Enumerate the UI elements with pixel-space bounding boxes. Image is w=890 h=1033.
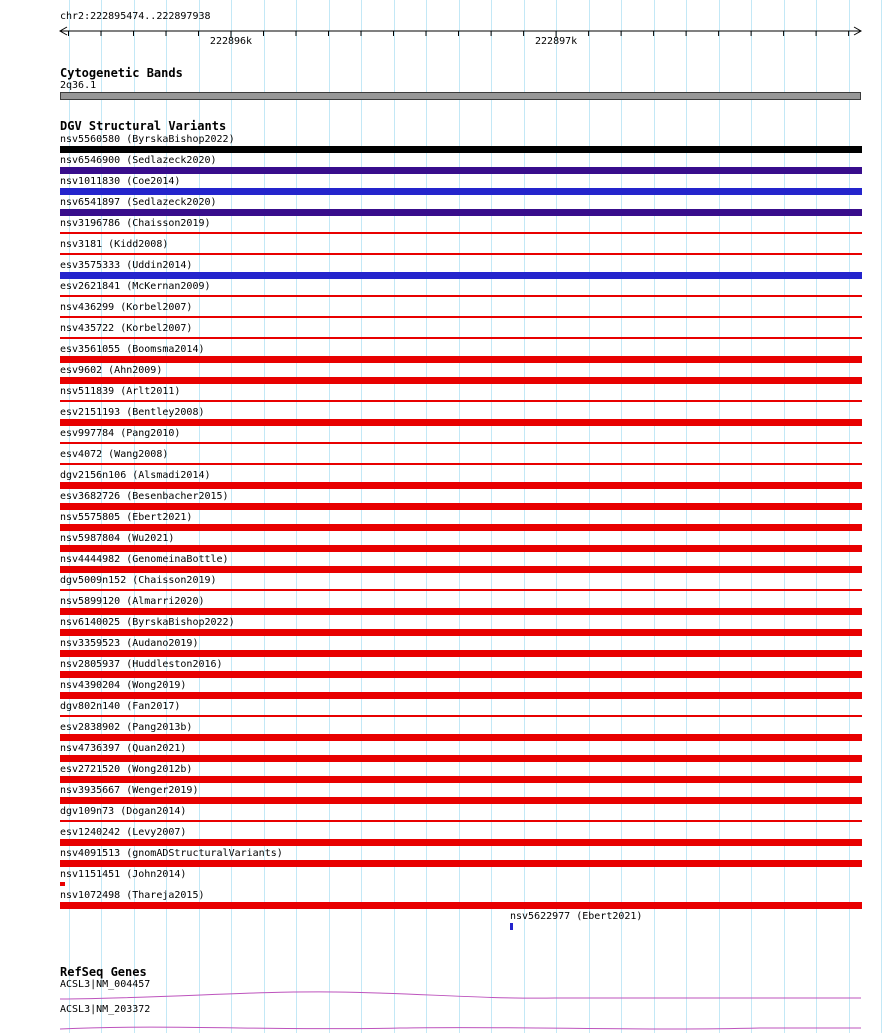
variant-glyph[interactable]	[60, 209, 862, 216]
gene-model-curve[interactable]	[60, 1027, 861, 1029]
gridline	[784, 0, 785, 1033]
gridline	[849, 0, 850, 1033]
variant-glyph[interactable]	[60, 882, 65, 886]
gridline	[816, 0, 817, 1033]
variant-glyph[interactable]	[60, 608, 862, 615]
variant-label: esv2838902 (Pang2013b)	[60, 722, 193, 733]
gridline	[394, 0, 395, 1033]
cytoband-label: 2q36.1	[60, 80, 97, 91]
variant-label: nsv436299 (Korbel2007)	[60, 302, 193, 313]
variant-label: nsv6541897 (Sedlazeck2020)	[60, 197, 217, 208]
gridline	[426, 0, 427, 1033]
variant-label: nsv5560580 (ByrskaBishop2022)	[60, 134, 235, 145]
variant-glyph[interactable]	[60, 715, 862, 717]
variant-label: nsv4736397 (Quan2021)	[60, 743, 187, 754]
variant-label: esv1240242 (Levy2007)	[60, 827, 187, 838]
variant-glyph[interactable]	[60, 524, 862, 531]
gridline	[524, 0, 525, 1033]
cytoband-bar[interactable]	[60, 92, 861, 100]
variant-glyph[interactable]	[60, 650, 862, 657]
variant-label: dgv2156n106 (Alsmadi2014)	[60, 470, 211, 481]
variant-label: nsv3196786 (Chaisson2019)	[60, 218, 211, 229]
variant-label: nsv4091513 (gnomADStructuralVariants)	[60, 848, 283, 859]
region-title: chr2:222895474..222897938	[60, 11, 211, 22]
variant-glyph[interactable]	[60, 419, 862, 426]
gridline	[751, 0, 752, 1033]
variant-label: esv3575333 (Uddin2014)	[60, 260, 193, 271]
variant-label: nsv5622977 (Ebert2021)	[510, 911, 643, 922]
variant-label: nsv1011830 (Coe2014)	[60, 176, 181, 187]
variant-glyph[interactable]	[60, 839, 862, 846]
gridline	[686, 0, 687, 1033]
track-title-refseq-genes: RefSeq Genes	[60, 965, 147, 979]
track-title-dgv-structural-variants: DGV Structural Variants	[60, 119, 227, 133]
gridline	[621, 0, 622, 1033]
gridline	[361, 0, 362, 1033]
variant-glyph[interactable]	[60, 377, 862, 384]
variant-glyph[interactable]	[60, 589, 862, 591]
variant-glyph[interactable]	[60, 167, 862, 174]
variant-label: esv3682726 (Besenbacher2015)	[60, 491, 229, 502]
variant-label: esv3561055 (Boomsma2014)	[60, 344, 205, 355]
variant-label: esv9602 (Ahn2009)	[60, 365, 163, 376]
ruler-tick-label: 222896k	[209, 36, 253, 47]
track-title-cytogenetic-bands: Cytogenetic Bands	[60, 66, 183, 80]
variant-glyph[interactable]	[60, 442, 862, 444]
variant-glyph[interactable]	[60, 295, 862, 297]
variant-glyph[interactable]	[60, 356, 862, 363]
gene-label-acsl3-nm004457: ACSL3|NM_004457	[60, 979, 151, 990]
gridline	[296, 0, 297, 1033]
variant-label: esv2721520 (Wong2012b)	[60, 764, 193, 775]
variant-label: nsv3935667 (Wenger2019)	[60, 785, 199, 796]
variant-glyph[interactable]	[60, 503, 862, 510]
variant-label: dgv109n73 (Dogan2014)	[60, 806, 187, 817]
variant-label: nsv5987804 (Wu2021)	[60, 533, 175, 544]
variant-label: nsv511839 (Arlt2011)	[60, 386, 181, 397]
gridline	[719, 0, 720, 1033]
gridline	[556, 0, 557, 1033]
variant-glyph[interactable]	[60, 692, 862, 699]
variant-glyph[interactable]	[60, 463, 862, 465]
variant-glyph[interactable]	[60, 146, 862, 153]
ruler-tick-label: 222897k	[535, 36, 578, 47]
gridline	[264, 0, 265, 1033]
variant-label: esv2621841 (McKernan2009)	[60, 281, 211, 292]
variant-label: nsv435722 (Korbel2007)	[60, 323, 193, 334]
variant-label: nsv4390204 (Wong2019)	[60, 680, 187, 691]
variant-label: nsv6546900 (Sedlazeck2020)	[60, 155, 217, 166]
ruler-line	[60, 27, 861, 38]
variant-label: esv2151193 (Bentley2008)	[60, 407, 205, 418]
variant-glyph[interactable]	[60, 400, 862, 402]
gridline	[329, 0, 330, 1033]
variant-glyph[interactable]	[60, 272, 862, 279]
variant-glyph[interactable]	[60, 232, 862, 234]
variant-glyph[interactable]	[60, 755, 862, 762]
gridline	[231, 0, 232, 1033]
variant-label: dgv802n140 (Fan2017)	[60, 701, 181, 712]
variant-label: nsv3359523 (Audano2019)	[60, 638, 199, 649]
variant-label: nsv5575805 (Ebert2021)	[60, 512, 193, 523]
variant-label: nsv4444982 (GenomeinaBottle)	[60, 554, 229, 565]
gene-label-acsl3-nm203372: ACSL3|NM_203372	[60, 1004, 151, 1015]
gridline	[459, 0, 460, 1033]
variant-glyph[interactable]	[60, 337, 862, 339]
variant-glyph[interactable]	[60, 566, 862, 573]
ruler[interactable]	[60, 27, 861, 38]
variant-glyph[interactable]	[60, 188, 862, 195]
gridline	[491, 0, 492, 1033]
variant-label: esv997784 (Pang2010)	[60, 428, 181, 439]
variant-label: nsv1151451 (John2014)	[60, 869, 187, 880]
variant-label: nsv3181 (Kidd2008)	[60, 239, 169, 250]
variant-glyph[interactable]	[60, 671, 862, 678]
variant-glyph[interactable]	[60, 860, 862, 867]
variant-label: nsv1072498 (Thareja2015)	[60, 890, 205, 901]
variant-label: nsv6140025 (ByrskaBishop2022)	[60, 617, 235, 628]
variant-glyph[interactable]	[60, 797, 862, 804]
variant-glyph[interactable]	[510, 923, 513, 930]
variant-glyph[interactable]	[60, 253, 862, 255]
variant-glyph[interactable]	[60, 629, 862, 636]
variant-label: nsv2805937 (Huddleston2016)	[60, 659, 223, 670]
variant-glyph[interactable]	[60, 545, 862, 552]
variant-glyph[interactable]	[60, 820, 862, 822]
variant-label: nsv5899120 (Almarri2020)	[60, 596, 205, 607]
variant-label: dgv5009n152 (Chaisson2019)	[60, 575, 217, 586]
variant-glyph[interactable]	[60, 316, 862, 318]
gene-model-curve[interactable]	[60, 992, 861, 999]
variant-glyph[interactable]	[60, 734, 862, 741]
variant-glyph[interactable]	[60, 776, 862, 783]
gridline	[881, 0, 882, 1033]
variant-glyph[interactable]	[60, 902, 862, 909]
variant-label: esv4072 (Wang2008)	[60, 449, 169, 460]
variant-glyph[interactable]	[60, 482, 862, 489]
gridline	[589, 0, 590, 1033]
gridline	[654, 0, 655, 1033]
